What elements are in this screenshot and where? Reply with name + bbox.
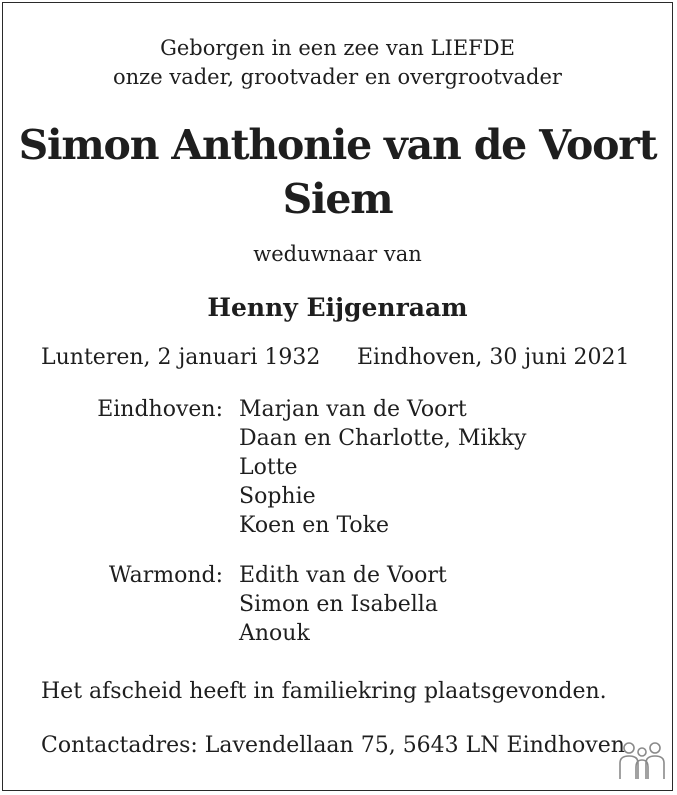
family-place: Warmond: [108, 563, 223, 588]
deceased-nickname: Siem [282, 175, 393, 223]
family-member: Edith van de Voort [239, 563, 447, 588]
family-member: Daan en Charlotte, Mikky [239, 426, 527, 451]
family-member: Koen en Toke [239, 513, 390, 538]
family-member: Simon en Isabella [239, 592, 438, 617]
family-member: Lotte [239, 455, 298, 480]
intro-line-1: Geborgen in een zee van LIEFDE [160, 36, 515, 60]
family-member: Marjan van de Voort [239, 397, 467, 422]
family-place: Eindhoven: [97, 397, 223, 422]
family-member: Sophie [239, 484, 316, 509]
intro-line-2: onze vader, grootvader en overgrootvader [113, 65, 562, 89]
relation-label: weduwnaar van [253, 242, 422, 266]
family-people-icon [615, 739, 669, 783]
deceased-full-name: Simon Anthonie van de Voort [18, 121, 657, 169]
death-notice [2, 2, 673, 791]
family-member: Anouk [239, 621, 310, 646]
farewell-text: Het afscheid heeft in familiekring plaatsgevonden. [41, 679, 607, 704]
contact-address: Contactadres: Lavendellaan 75, 5643 LN Eindhoven [41, 733, 625, 758]
birth-info: Lunteren, 2 januari 1932 [41, 345, 321, 370]
spouse-name: Henny Eijgenraam [207, 293, 468, 322]
death-info: Eindhoven, 30 juni 2021 [357, 345, 630, 370]
